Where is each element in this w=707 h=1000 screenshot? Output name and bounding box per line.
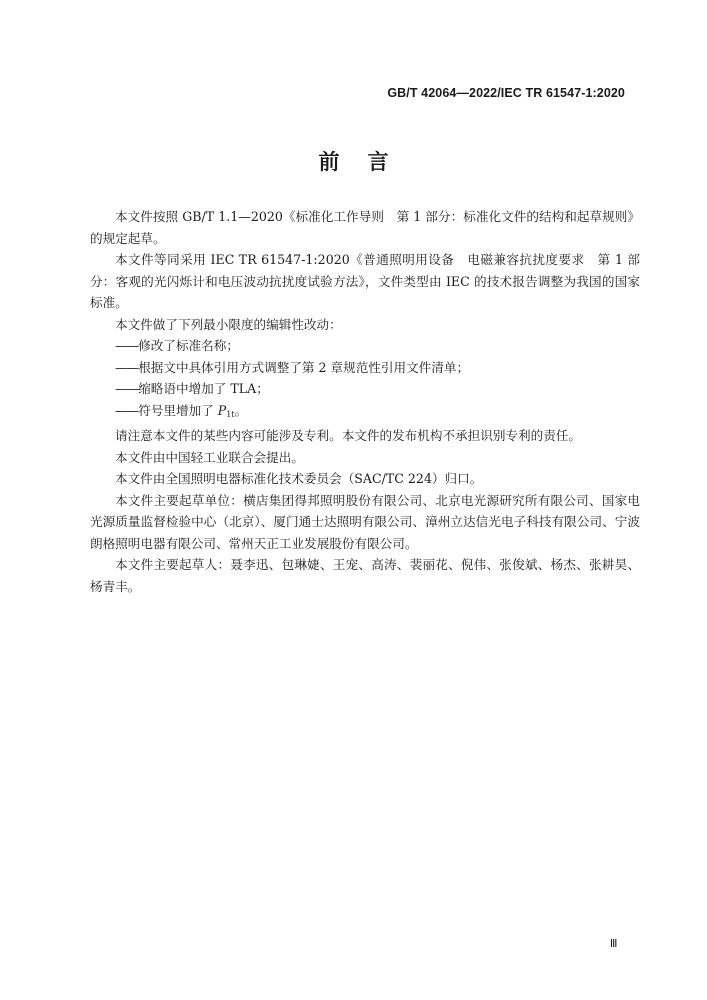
change-text: 修改了标准名称； [138,338,239,353]
paragraph-committee: 本文件由全国照明电器标准化技术委员会（SAC/TC 224）归口。 [115,471,483,486]
page-number: Ⅲ [609,938,617,950]
change-list-item [90,335,640,357]
page-title: 前言 [318,150,417,174]
dash-marker: —— [115,381,139,396]
change-text: 缩略语中增加了 TLA； [138,381,269,396]
paragraph-editorial-changes: 本文件做了下列最小限度的编辑性改动： [115,316,342,332]
change-text-end: 。 [234,402,248,418]
foreword-body [90,206,640,597]
symbol-variable: P [217,402,227,418]
dash-marker: —— [115,338,139,353]
change-list-item [90,357,640,379]
standard-code: GB/T 42064—2022/IEC TR 61547-1:2020 [387,86,625,100]
paragraph-drafters: 本文件主要起草人：聂李迅、包琳婕、王宠、高涛、裴丽花、倪伟、张俊斌、杨杰、张耕昊、杨青丰。 [90,557,640,594]
dash-marker: —— [115,402,139,418]
paragraph-proposer: 本文件由中国轻工业联合会提出。 [115,449,304,465]
symbol-subscript: 1t [226,409,235,419]
paragraph-patent-notice: 请注意本文件的某些内容可能涉及专利。本文件的发布机构不承担识别专利的责任。 [115,428,581,443]
change-text: 符号里增加了 [138,402,218,418]
dash-marker: —— [115,359,139,375]
paragraph-drafting-rules: 本文件按照 GB/T 1.1—2020《标准化工作导则 第 1 部分：标准化文件的结构和起草规则》的规定起草。 [90,209,640,246]
change-list-item [90,378,640,400]
change-list-item [90,400,640,426]
change-text: 根据文中具体引用方式调整了第 2 章规范性引用文件清单； [138,359,470,375]
paragraph-drafting-units: 本文件主要起草单位：横店集团得邦照明股份有限公司、北京电光源研究所有限公司、国家电光源质量监督检验中心（北京）、厦门通士达照明有限公司、漳州立达信光电子科技有限公司、宁波朗格照明电器有限公司、常州天正工业发展股份有限公司。 [90,492,640,551]
paragraph-adoption: 本文件等同采用 IEC TR 61547-1:2020《普通照明用设备 电磁兼容抗扰度要求 第 1 部分：客观的光闪烁计和电压波动抗扰度试验方法》，文件类型由 IEC 的技术报告调整为我国的国家标准。 [90,252,640,310]
